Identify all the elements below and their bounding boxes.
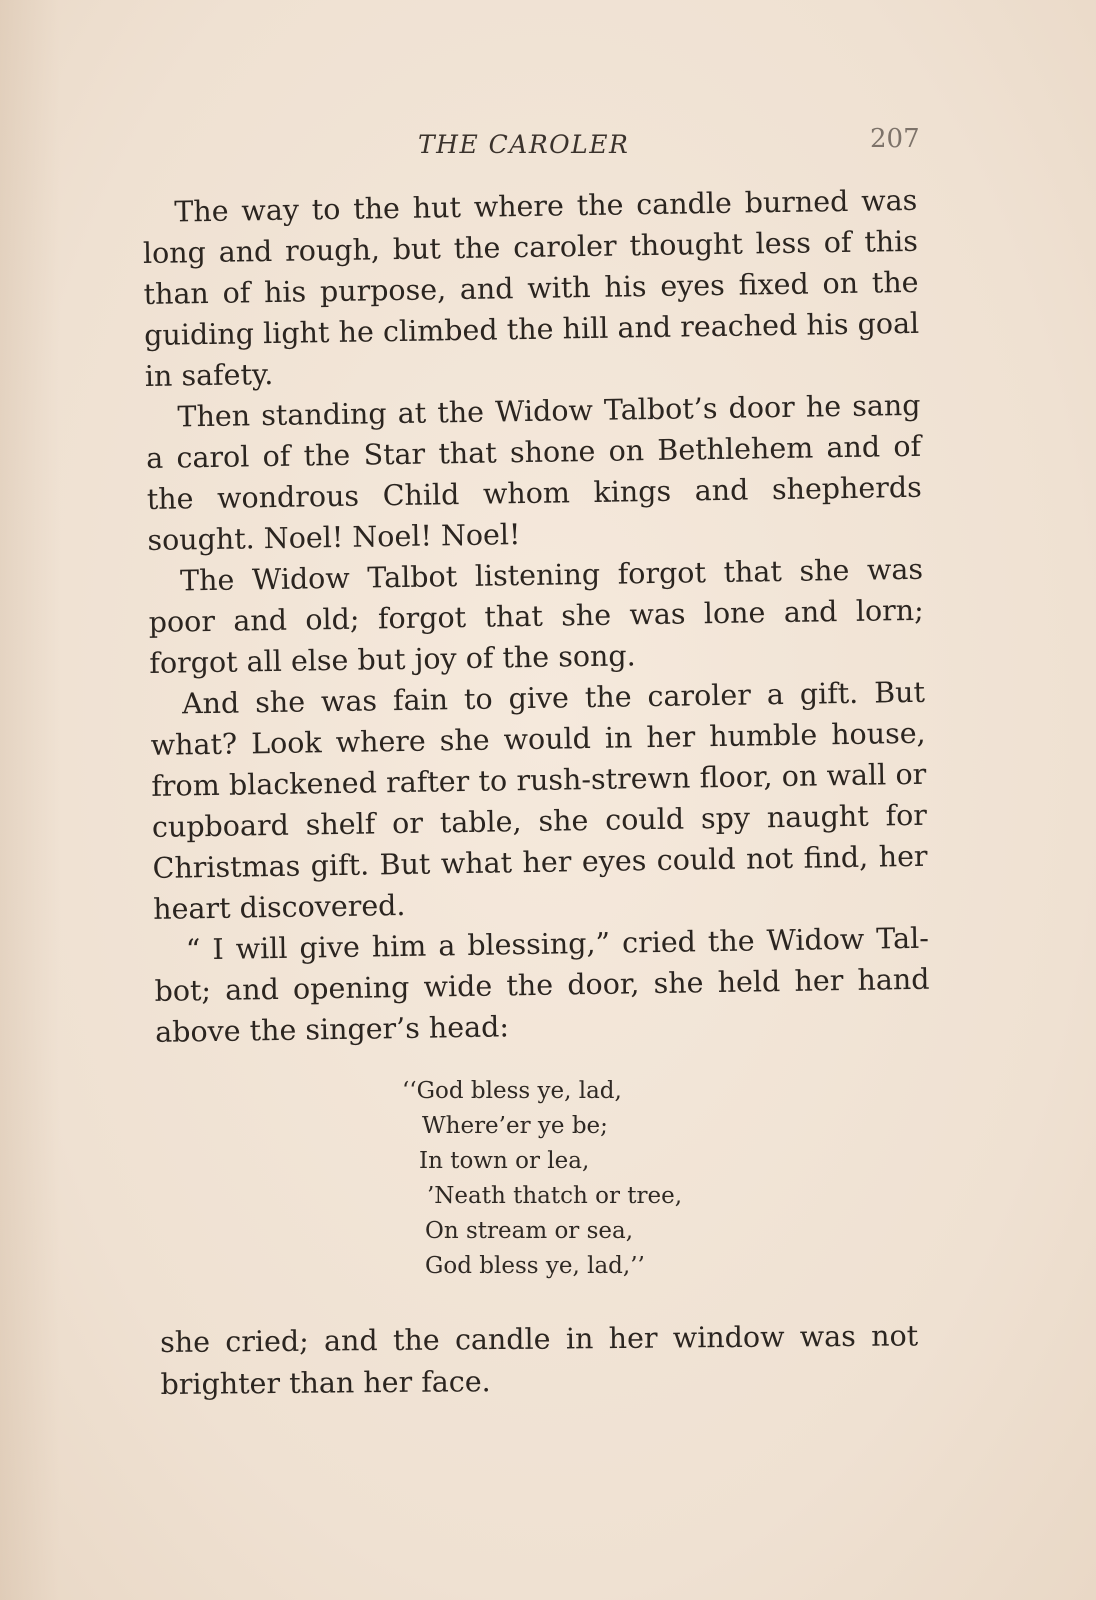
poem-line: ‘‘God bless ye, lad, xyxy=(402,1078,622,1104)
closing-paragraph: she cried; and the candle in her window was not brighter than her face. xyxy=(160,1319,919,1401)
paragraph: Then standing at the Widow Talbot’s door he sang a carol of the Star that shone on Bethlehem and of the wondrous Child whom kings and shepherds sought. Noel! Noel! Noel! xyxy=(145,388,922,557)
paragraph: And she was fain to give the caroler a gift. But what? Look where she would in her humble house, from blackened rafter to rush-strewn floor, on wall or cupboard shelf or table, she could spy naught for Christmas gift. But what her eyes could not find, her heart discovered. xyxy=(150,675,928,926)
body-text xyxy=(142,180,930,1053)
poem-line: Where’er ye be; xyxy=(422,1113,608,1139)
blessing-poem xyxy=(402,1074,682,1284)
paragraph: “ I will give him a blessing,” cried the Widow Talbot; and opening wide the door, she held her hand above the singer’s head: xyxy=(154,921,930,1049)
poem-line: God bless ye, lad,’’ xyxy=(425,1253,645,1279)
running-title: THE CAROLER xyxy=(418,130,630,159)
paragraph: The Widow Talbot listening forgot that she was poor and old; forgot that she was lone and lorn; forgot all else but joy of the song. xyxy=(148,552,924,680)
paragraph: The way to the hut where the candle burned was long and rough, but the caroler thought less of this than of his purpose, and with his eyes fixed on the guiding light he climbed the hill and reached his goal in safety. xyxy=(142,183,920,393)
running-head xyxy=(0,124,1096,168)
page-number: 207 xyxy=(870,124,920,154)
poem-line: ’Neath thatch or tree, xyxy=(427,1183,683,1209)
poem-line: On stream or sea, xyxy=(425,1218,634,1244)
poem-line: In town or lea, xyxy=(419,1148,590,1174)
closing-text xyxy=(160,1315,919,1406)
spine-shadow xyxy=(0,0,60,1600)
